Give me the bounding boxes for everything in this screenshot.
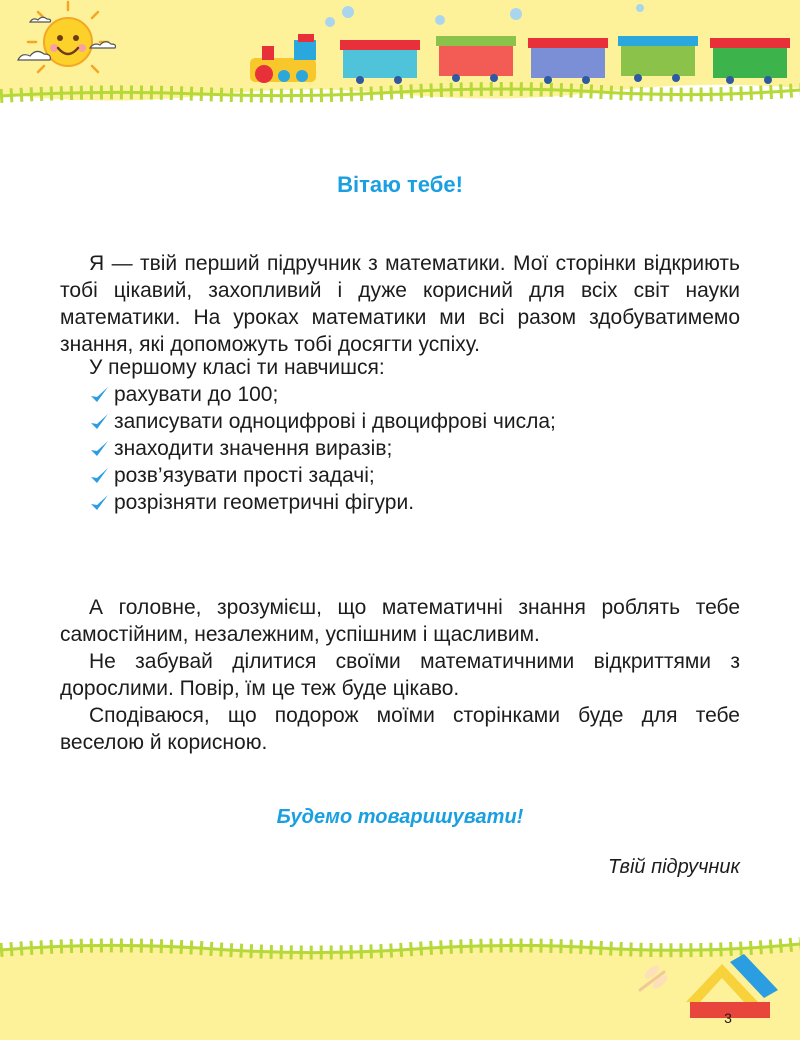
check-icon [88, 492, 110, 514]
skill-text: знаходити значення виразів; [114, 437, 393, 460]
rail-track [0, 944, 800, 953]
text-line: Не забувай ділитися своїми математичними відкриттями [89, 650, 712, 673]
text-line: з дорослими. Повір, їм це теж буде цікаво. [60, 650, 740, 700]
skill-text: розв’язувати прості задачі; [114, 464, 375, 487]
motto: Будемо товаришувати! [276, 806, 524, 828]
text-line: Я — твій перший підручник з математики. Мої сторінки [89, 252, 637, 275]
closing-paragraph [60, 594, 740, 648]
text-line: веселою й корисною. [60, 731, 268, 754]
text-line: тебе самостійним, незалежним, успішним і щасливим. [60, 596, 740, 646]
text-line: А головне, зрозумієш, що математичні знання роблять [89, 596, 681, 619]
signature: Твій підручник [607, 856, 740, 878]
page-number: 3 [724, 1010, 732, 1026]
footer-illustration [0, 920, 800, 1040]
text-line: Сподіваюся, що подорож моїми сторінками буде для тебе [89, 704, 740, 727]
check-icon [88, 411, 110, 433]
closing-paragraph [60, 702, 740, 756]
list-item [88, 381, 740, 408]
skills-section [60, 354, 740, 516]
intro-paragraph [60, 250, 740, 358]
header-illustration [0, 0, 800, 150]
list-item [88, 462, 740, 489]
list-item [88, 489, 740, 516]
text-line: відкриють тобі цікавий, захопливий і дуже корисний для всіх [60, 252, 740, 302]
rail-track [0, 89, 800, 96]
closing-paragraph [60, 648, 740, 702]
list-item [88, 408, 740, 435]
skills-list [60, 381, 740, 516]
skill-text: розрізняти геометричні фігури. [114, 491, 415, 514]
page-title: Вітаю тебе! [337, 172, 463, 197]
list-item [88, 435, 740, 462]
text-line: здобуватимемо знання, які допоможуть тобі досягти успіху. [60, 306, 740, 356]
check-icon [88, 465, 110, 487]
check-icon [88, 384, 110, 406]
closing-section [60, 594, 740, 756]
skill-text: записувати одноцифрові і двоцифрові числа; [114, 410, 556, 433]
check-icon [88, 438, 110, 460]
skill-text: рахувати до 100; [114, 383, 279, 406]
skills-lead: У першому класі ти навчишся: [89, 356, 385, 379]
text-line: світ науки математики. На уроках математики ми всі разом [60, 279, 741, 329]
footer-band [0, 944, 800, 1040]
